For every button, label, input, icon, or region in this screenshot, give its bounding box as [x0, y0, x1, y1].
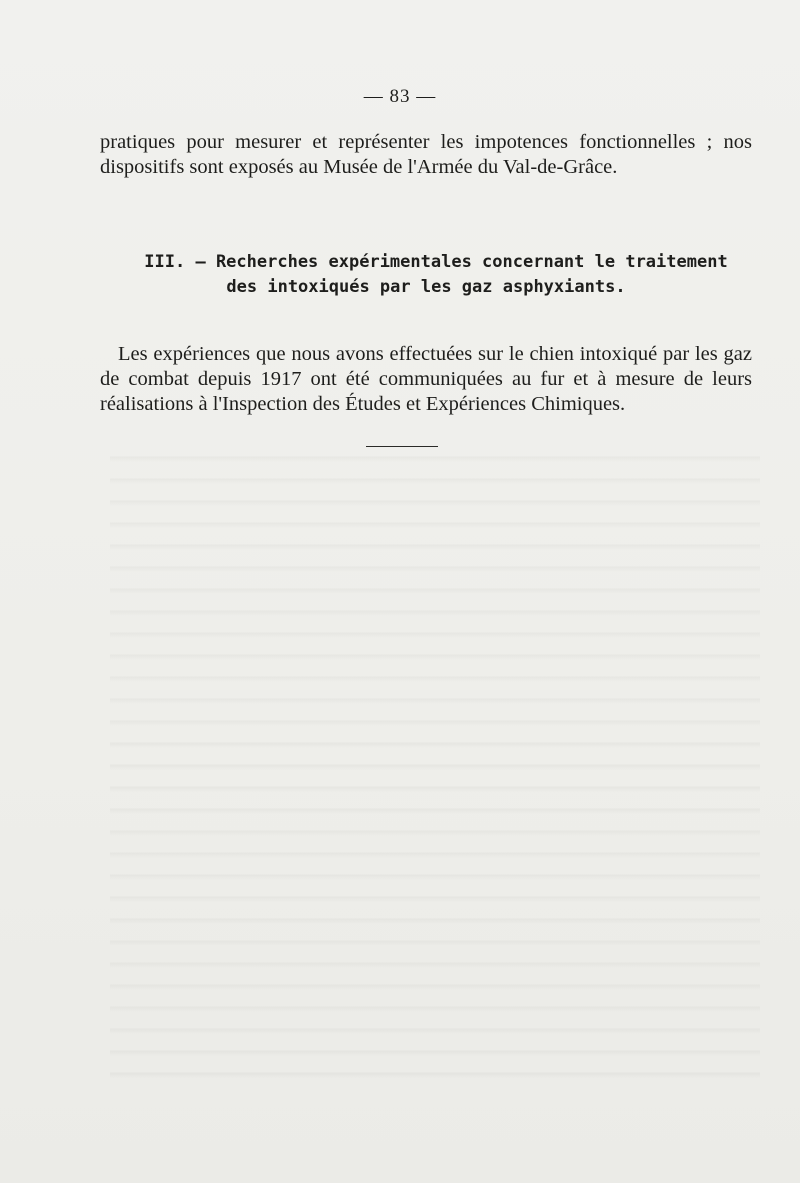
section-end-rule [366, 446, 438, 447]
paragraph-continuation: pratiques pour mesurer et représenter les impotences fonctionnelles ; nos dispositifs sont exposés au Musée de l'Armée du Val-de-Grâce. [100, 131, 752, 178]
section-heading-line-1: III. — Recherches expérimentales concernant le traitement [144, 252, 728, 272]
page-number: — 83 — [363, 86, 437, 107]
section-heading-line-2: des intoxiqués par les gaz asphyxiants. [226, 277, 626, 297]
reverse-page-bleed-through [110, 440, 760, 1090]
paragraph-experiments: Les expériences que nous avons effectuées sur le chien intoxiqué par les gaz de combat depuis 1917 ont été communiquées au fur et à mesure de leurs réalisations à l'Inspection des Études et Expériences Chimiques. [100, 343, 752, 415]
